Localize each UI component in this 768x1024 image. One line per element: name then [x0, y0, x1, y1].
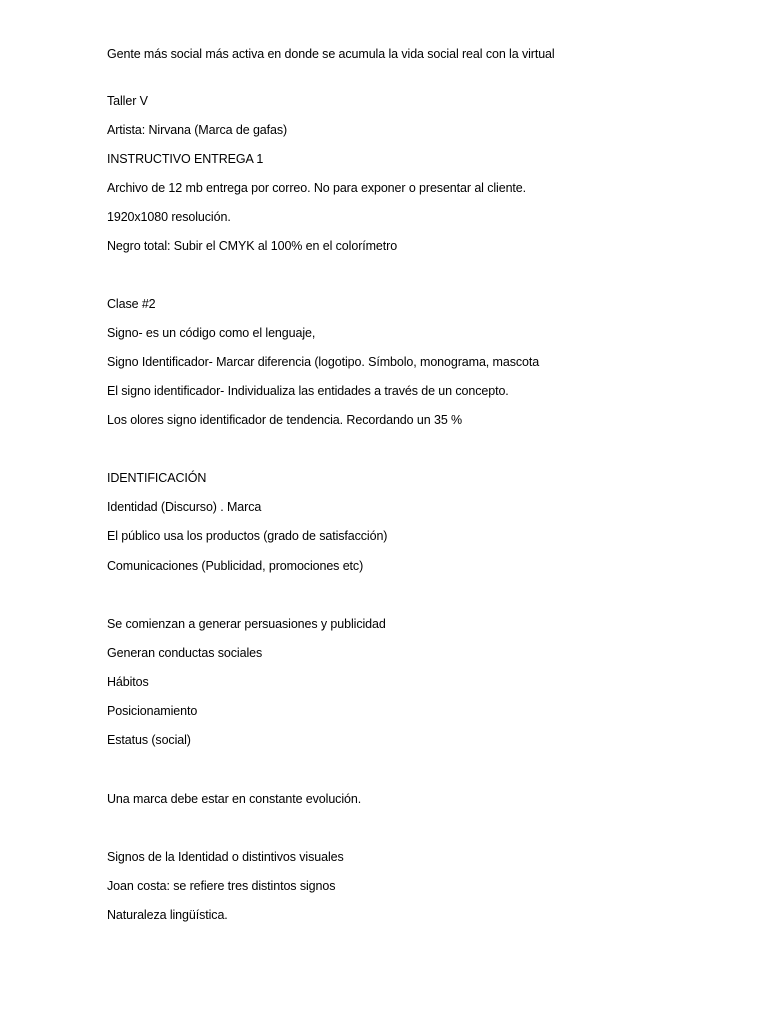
text-line-evolucion: Una marca debe estar en constante evolución.: [107, 792, 362, 806]
text-line-identidad: Identidad (Discurso) . Marca: [107, 500, 262, 514]
text-line-comunicaciones: Comunicaciones (Publicidad, promociones etc): [107, 559, 364, 573]
text-line-intro: Gente más social más activa en donde se acumula la vida social real con la virtual: [107, 47, 555, 61]
text-line-posicionamiento: Posicionamiento: [107, 704, 198, 718]
text-line-publico: El público usa los productos (grado de satisfacción): [107, 529, 388, 543]
text-line-signo-identificador: Signo Identificador- Marcar diferencia (logotipo. Símbolo, monograma, mascota: [107, 355, 540, 369]
text-line-instructivo: INSTRUCTIVO ENTREGA 1: [107, 152, 264, 166]
text-line-negro-total: Negro total: Subir el CMYK al 100% en el colorímetro: [107, 239, 398, 253]
text-line-archivo: Archivo de 12 mb entrega por correo. No para exponer o presentar al cliente.: [107, 181, 527, 195]
text-line-signos-identidad: Signos de la Identidad o distintivos visuales: [107, 850, 344, 864]
text-line-identificacion: IDENTIFICACIÓN: [107, 471, 207, 485]
text-line-joan-costa: Joan costa: se refiere tres distintos signos: [107, 879, 336, 893]
text-line-olores: Los olores signo identificador de tendencia. Recordando un 35 %: [107, 413, 463, 427]
text-line-clase: Clase #2: [107, 297, 156, 311]
text-line-habitos: Hábitos: [107, 675, 149, 689]
text-line-resolucion: 1920x1080 resolución.: [107, 210, 231, 224]
text-line-estatus: Estatus (social): [107, 733, 191, 747]
text-line-signo: Signo- es un código como el lenguaje,: [107, 326, 316, 340]
text-line-taller: Taller V: [107, 94, 148, 108]
text-line-individualiza: El signo identificador- Individualiza las entidades a través de un concepto.: [107, 384, 509, 398]
text-line-conductas: Generan conductas sociales: [107, 646, 263, 660]
text-line-naturaleza: Naturaleza lingüística.: [107, 908, 228, 922]
text-line-artista: Artista: Nirvana (Marca de gafas): [107, 123, 288, 137]
text-line-persuasiones: Se comienzan a generar persuasiones y publicidad: [107, 617, 386, 631]
